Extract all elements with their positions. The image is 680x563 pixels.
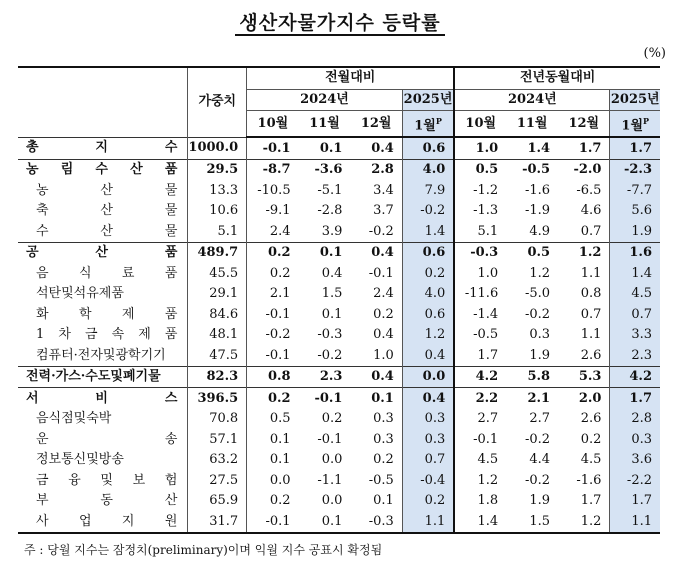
cell-mom: 0.4 <box>402 345 454 366</box>
cell-yoy: 0.7 <box>580 306 602 322</box>
row-name: 금 융 및 보 험 <box>36 472 178 488</box>
cell-yoy: -1.6 <box>576 472 602 488</box>
cell-mom: 3.9 <box>321 223 343 239</box>
cell-yoy: 1.1 <box>580 327 602 343</box>
cell-yoy: 1.2 <box>529 265 551 281</box>
cell-yoy: -1.9 <box>525 203 551 219</box>
cell-mom: 0.0 <box>321 452 343 468</box>
row-weight: 45.5 <box>188 263 247 284</box>
cell-mom: 0.2 <box>247 242 299 263</box>
cell-mom: -0.1 <box>247 304 299 325</box>
cell-mom: -0.3 <box>350 511 402 533</box>
cell-mom: 3.7 <box>373 203 394 219</box>
cell-mom: 1.4 <box>402 221 454 242</box>
row-name: 컴퓨터·전자및광학기기 <box>36 347 166 363</box>
cell-mom: 0.2 <box>247 388 299 409</box>
row-weight: 27.5 <box>188 470 247 491</box>
cell-mom: 0.3 <box>402 409 454 430</box>
cell-yoy: 1.4 <box>506 137 558 159</box>
cell-mom: -0.2 <box>317 347 343 363</box>
cell-mom: 0.1 <box>247 450 299 471</box>
cell-mom: 0.3 <box>402 429 454 450</box>
cell-yoy: 0.7 <box>610 304 660 325</box>
cell-mom: 0.2 <box>373 452 394 468</box>
header-yoy-2024: 2024년 <box>454 89 610 111</box>
header-month: 12월 <box>558 111 610 138</box>
row-name: 농 산 물 <box>36 182 178 198</box>
table-row <box>18 429 660 450</box>
cell-mom: 0.2 <box>373 306 394 322</box>
cell-yoy: 2.1 <box>506 388 558 409</box>
table-row <box>18 470 660 491</box>
cell-yoy: 1.7 <box>454 345 506 366</box>
cell-yoy: 5.3 <box>558 366 610 388</box>
cell-yoy: -0.2 <box>525 431 551 447</box>
cell-mom: 0.0 <box>321 493 343 509</box>
cell-mom: 0.3 <box>373 411 394 427</box>
row-name: 수 산 물 <box>36 223 178 239</box>
cell-yoy: 5.1 <box>454 221 506 242</box>
cell-yoy: 0.5 <box>454 159 506 180</box>
cell-yoy: -7.7 <box>610 180 660 201</box>
cell-yoy: 0.3 <box>610 429 660 450</box>
table-row <box>18 263 660 284</box>
cell-mom: -0.1 <box>299 388 351 409</box>
cell-mom: -2.8 <box>317 203 343 219</box>
table-row <box>18 450 660 471</box>
cell-yoy: 1.4 <box>454 511 506 533</box>
row-weight: 13.3 <box>188 180 247 201</box>
cell-yoy: 4.4 <box>529 452 551 468</box>
cell-mom: -0.3 <box>317 327 343 343</box>
cell-yoy: -0.2 <box>525 472 551 488</box>
cell-mom: -0.1 <box>247 345 299 366</box>
row-name: 정보통신및방송 <box>36 452 124 468</box>
cell-yoy: 1.8 <box>454 491 506 512</box>
cell-yoy: -0.1 <box>454 429 506 450</box>
cell-mom: 0.6 <box>402 304 454 325</box>
cell-yoy: 3.3 <box>610 325 660 346</box>
cell-mom: 0.1 <box>321 306 343 322</box>
cell-yoy: 0.5 <box>506 242 558 263</box>
cell-mom: 0.3 <box>373 431 394 447</box>
row-weight: 31.7 <box>188 511 247 533</box>
cell-yoy: -0.5 <box>506 159 558 180</box>
cell-mom: 0.7 <box>402 450 454 471</box>
header-month-jan: 1월$^P$ <box>610 111 660 138</box>
table-row <box>18 201 660 222</box>
cell-mom: 0.1 <box>299 511 351 533</box>
row-weight: 29.5 <box>188 159 247 180</box>
row-weight: 489.7 <box>188 242 247 263</box>
table-row <box>18 511 660 533</box>
cell-mom: 0.4 <box>350 137 402 159</box>
cell-yoy: 2.6 <box>580 347 602 363</box>
row-name: 운 송 <box>36 431 178 447</box>
table-row <box>18 180 660 201</box>
header-blank <box>18 67 188 137</box>
header-weight: 가중치 <box>188 67 247 137</box>
cell-yoy: 2.7 <box>454 409 506 430</box>
cell-mom: 0.6 <box>402 137 454 159</box>
cell-yoy: 1.1 <box>610 511 660 533</box>
header-group-mom: 전월대비 <box>247 67 455 89</box>
cell-yoy: 0.2 <box>580 431 602 447</box>
cell-mom: -0.4 <box>402 470 454 491</box>
cell-mom: 0.4 <box>350 366 402 388</box>
row-weight: 1000.0 <box>188 137 247 159</box>
header-yoy-2025: 2025년 <box>610 89 660 111</box>
cell-yoy: 4.2 <box>454 366 506 388</box>
cell-yoy: 2.3 <box>610 345 660 366</box>
row-weight: 65.9 <box>188 491 247 512</box>
cell-yoy: 2.6 <box>580 411 602 427</box>
table-body <box>18 137 660 533</box>
cell-mom: 2.8 <box>350 159 402 180</box>
row-name: 사 업 지 원 <box>18 511 188 533</box>
cell-yoy: 1.7 <box>610 388 660 409</box>
cell-mom: 0.1 <box>373 493 394 509</box>
cell-mom: 0.4 <box>321 265 343 281</box>
cell-yoy: 1.9 <box>529 493 551 509</box>
cell-mom: 1.2 <box>402 325 454 346</box>
table-row <box>18 137 660 159</box>
cell-mom: -0.5 <box>368 472 394 488</box>
cell-yoy: 0.7 <box>580 223 602 239</box>
cell-yoy: 5.6 <box>610 201 660 222</box>
cell-mom: -10.5 <box>247 180 299 201</box>
cell-mom: -0.2 <box>368 223 394 239</box>
ppi-table <box>18 66 660 534</box>
cell-mom: 0.4 <box>402 388 454 409</box>
row-weight: 63.2 <box>188 450 247 471</box>
cell-yoy: -6.5 <box>576 182 602 198</box>
row-weight: 84.6 <box>188 304 247 325</box>
cell-yoy: 1.1 <box>580 265 602 281</box>
cell-mom: -3.6 <box>299 159 351 180</box>
cell-yoy: 1.0 <box>454 263 506 284</box>
cell-mom: 0.1 <box>247 429 299 450</box>
cell-yoy: -0.2 <box>525 306 551 322</box>
cell-mom: 0.1 <box>350 388 402 409</box>
table-row <box>18 304 660 325</box>
cell-mom: 0.1 <box>299 137 351 159</box>
cell-mom: -0.1 <box>317 431 343 447</box>
cell-mom: 2.4 <box>247 221 299 242</box>
cell-yoy: 2.0 <box>558 388 610 409</box>
table-row <box>18 242 660 263</box>
cell-yoy: 1.5 <box>506 511 558 533</box>
cell-yoy: 4.2 <box>610 366 660 388</box>
cell-yoy: 1.0 <box>454 137 506 159</box>
cell-mom: 0.4 <box>373 327 394 343</box>
cell-mom: 7.9 <box>402 180 454 201</box>
header-month: 10월 <box>247 111 299 138</box>
cell-yoy: -1.4 <box>454 304 506 325</box>
cell-yoy: -2.3 <box>610 159 660 180</box>
cell-mom: 0.0 <box>247 470 299 491</box>
cell-mom: 0.2 <box>247 263 299 284</box>
cell-mom: -1.1 <box>317 472 343 488</box>
row-weight: 29.1 <box>188 284 247 305</box>
table-row <box>18 159 660 180</box>
table-row <box>18 221 660 242</box>
row-name: 석탄및석유제품 <box>36 286 124 302</box>
cell-yoy: 1.2 <box>558 242 610 263</box>
cell-mom: -0.2 <box>402 201 454 222</box>
cell-yoy: 2.8 <box>610 409 660 430</box>
cell-mom: 0.6 <box>402 242 454 263</box>
cell-yoy: 4.5 <box>454 450 506 471</box>
cell-mom: 0.2 <box>321 411 343 427</box>
cell-mom: 0.2 <box>402 263 454 284</box>
cell-mom: 4.0 <box>402 284 454 305</box>
cell-yoy: -0.3 <box>454 242 506 263</box>
cell-mom: -9.1 <box>247 201 299 222</box>
table-row <box>18 284 660 305</box>
row-weight: 47.5 <box>188 345 247 366</box>
row-name: 화 학 제 품 <box>36 306 178 322</box>
table-row <box>18 325 660 346</box>
cell-mom: -0.1 <box>368 265 394 281</box>
cell-mom: -0.1 <box>247 137 299 159</box>
cell-mom: -5.1 <box>317 182 343 198</box>
cell-mom: 0.1 <box>299 242 351 263</box>
table-row <box>18 491 660 512</box>
cell-yoy: 4.5 <box>610 284 660 305</box>
row-weight: 57.1 <box>188 429 247 450</box>
row-weight: 70.8 <box>188 409 247 430</box>
cell-yoy: -0.5 <box>454 325 506 346</box>
row-name: 부 동 산 <box>36 493 178 509</box>
cell-mom: 1.0 <box>373 347 394 363</box>
row-weight: 48.1 <box>188 325 247 346</box>
cell-mom: 2.1 <box>247 284 299 305</box>
row-weight: 5.1 <box>188 221 247 242</box>
row-name: 축 산 물 <box>36 203 178 219</box>
cell-mom: 0.2 <box>247 491 299 512</box>
unit-label: (%) <box>643 46 666 61</box>
row-name: 서 비 스 <box>18 388 188 409</box>
header-mom-2024: 2024년 <box>247 89 403 111</box>
cell-mom: 3.4 <box>373 182 394 198</box>
row-name: 1 차 금 속 제 품 <box>36 327 178 343</box>
cell-yoy: -2.2 <box>610 470 660 491</box>
row-name: 공 산 품 <box>18 242 188 263</box>
cell-mom: 2.4 <box>373 286 394 302</box>
header-month: 11월 <box>299 111 351 138</box>
cell-mom: -0.2 <box>247 325 299 346</box>
cell-yoy: -2.0 <box>558 159 610 180</box>
cell-yoy: 0.8 <box>580 286 602 302</box>
cell-yoy: 3.6 <box>610 450 660 471</box>
cell-mom: 0.0 <box>402 366 454 388</box>
page-title: 생산자물가지수 등락률 <box>0 8 680 35</box>
table-row <box>18 345 660 366</box>
header-row-1 <box>18 67 660 89</box>
header-month: 10월 <box>454 111 506 138</box>
cell-yoy: 1.7 <box>610 137 660 159</box>
cell-yoy: 1.9 <box>610 221 660 242</box>
row-name: 전력·가스·수도및폐기물 <box>18 366 188 388</box>
table-row <box>18 388 660 409</box>
cell-mom: 1.5 <box>321 286 343 302</box>
cell-yoy: 2.7 <box>529 411 551 427</box>
cell-yoy: 4.6 <box>580 203 602 219</box>
cell-mom: 0.8 <box>247 366 299 388</box>
row-name: 음 식 료 품 <box>36 265 178 281</box>
cell-yoy: 1.9 <box>529 347 551 363</box>
cell-mom: -8.7 <box>247 159 299 180</box>
row-name: 농 림 수 산 품 <box>18 159 188 180</box>
cell-mom: 1.1 <box>402 511 454 533</box>
cell-yoy: 0.3 <box>529 327 551 343</box>
cell-yoy: 5.8 <box>506 366 558 388</box>
cell-mom: 0.5 <box>247 409 299 430</box>
header-mom-2025: 2025년 <box>402 89 454 111</box>
row-weight: 82.3 <box>188 366 247 388</box>
cell-yoy: 1.4 <box>610 263 660 284</box>
cell-yoy: 1.7 <box>580 493 602 509</box>
cell-yoy: 4.5 <box>580 452 602 468</box>
cell-yoy: 2.2 <box>454 388 506 409</box>
cell-yoy: 1.7 <box>610 491 660 512</box>
header-group-yoy: 전년동월대비 <box>454 67 660 89</box>
cell-yoy: 1.7 <box>558 137 610 159</box>
cell-mom: 0.2 <box>402 491 454 512</box>
cell-yoy: -1.3 <box>454 201 506 222</box>
row-name: 음식점및숙박 <box>36 411 112 427</box>
row-weight: 10.6 <box>188 201 247 222</box>
cell-mom: -0.1 <box>247 511 299 533</box>
header-month-jan: 1월$^P$ <box>402 111 454 138</box>
table-row <box>18 366 660 388</box>
cell-yoy: -11.6 <box>454 284 506 305</box>
cell-yoy: 4.9 <box>529 223 551 239</box>
row-weight: 396.5 <box>188 388 247 409</box>
cell-yoy: 1.6 <box>610 242 660 263</box>
row-name: 총 지 수 <box>18 137 188 159</box>
cell-mom: 0.4 <box>350 242 402 263</box>
table-row <box>18 409 660 430</box>
cell-yoy: -1.2 <box>454 180 506 201</box>
header-month: 11월 <box>506 111 558 138</box>
cell-mom: 2.3 <box>299 366 351 388</box>
cell-mom: 4.0 <box>402 159 454 180</box>
footnote: 주 : 당월 지수는 잠정치(preliminary)이며 익월 지수 공표시 확정됨 <box>24 543 383 557</box>
cell-yoy: -1.6 <box>525 182 551 198</box>
header-month: 12월 <box>350 111 402 138</box>
cell-yoy: 1.2 <box>558 511 610 533</box>
cell-yoy: -5.0 <box>525 286 551 302</box>
cell-yoy: 1.2 <box>454 470 506 491</box>
